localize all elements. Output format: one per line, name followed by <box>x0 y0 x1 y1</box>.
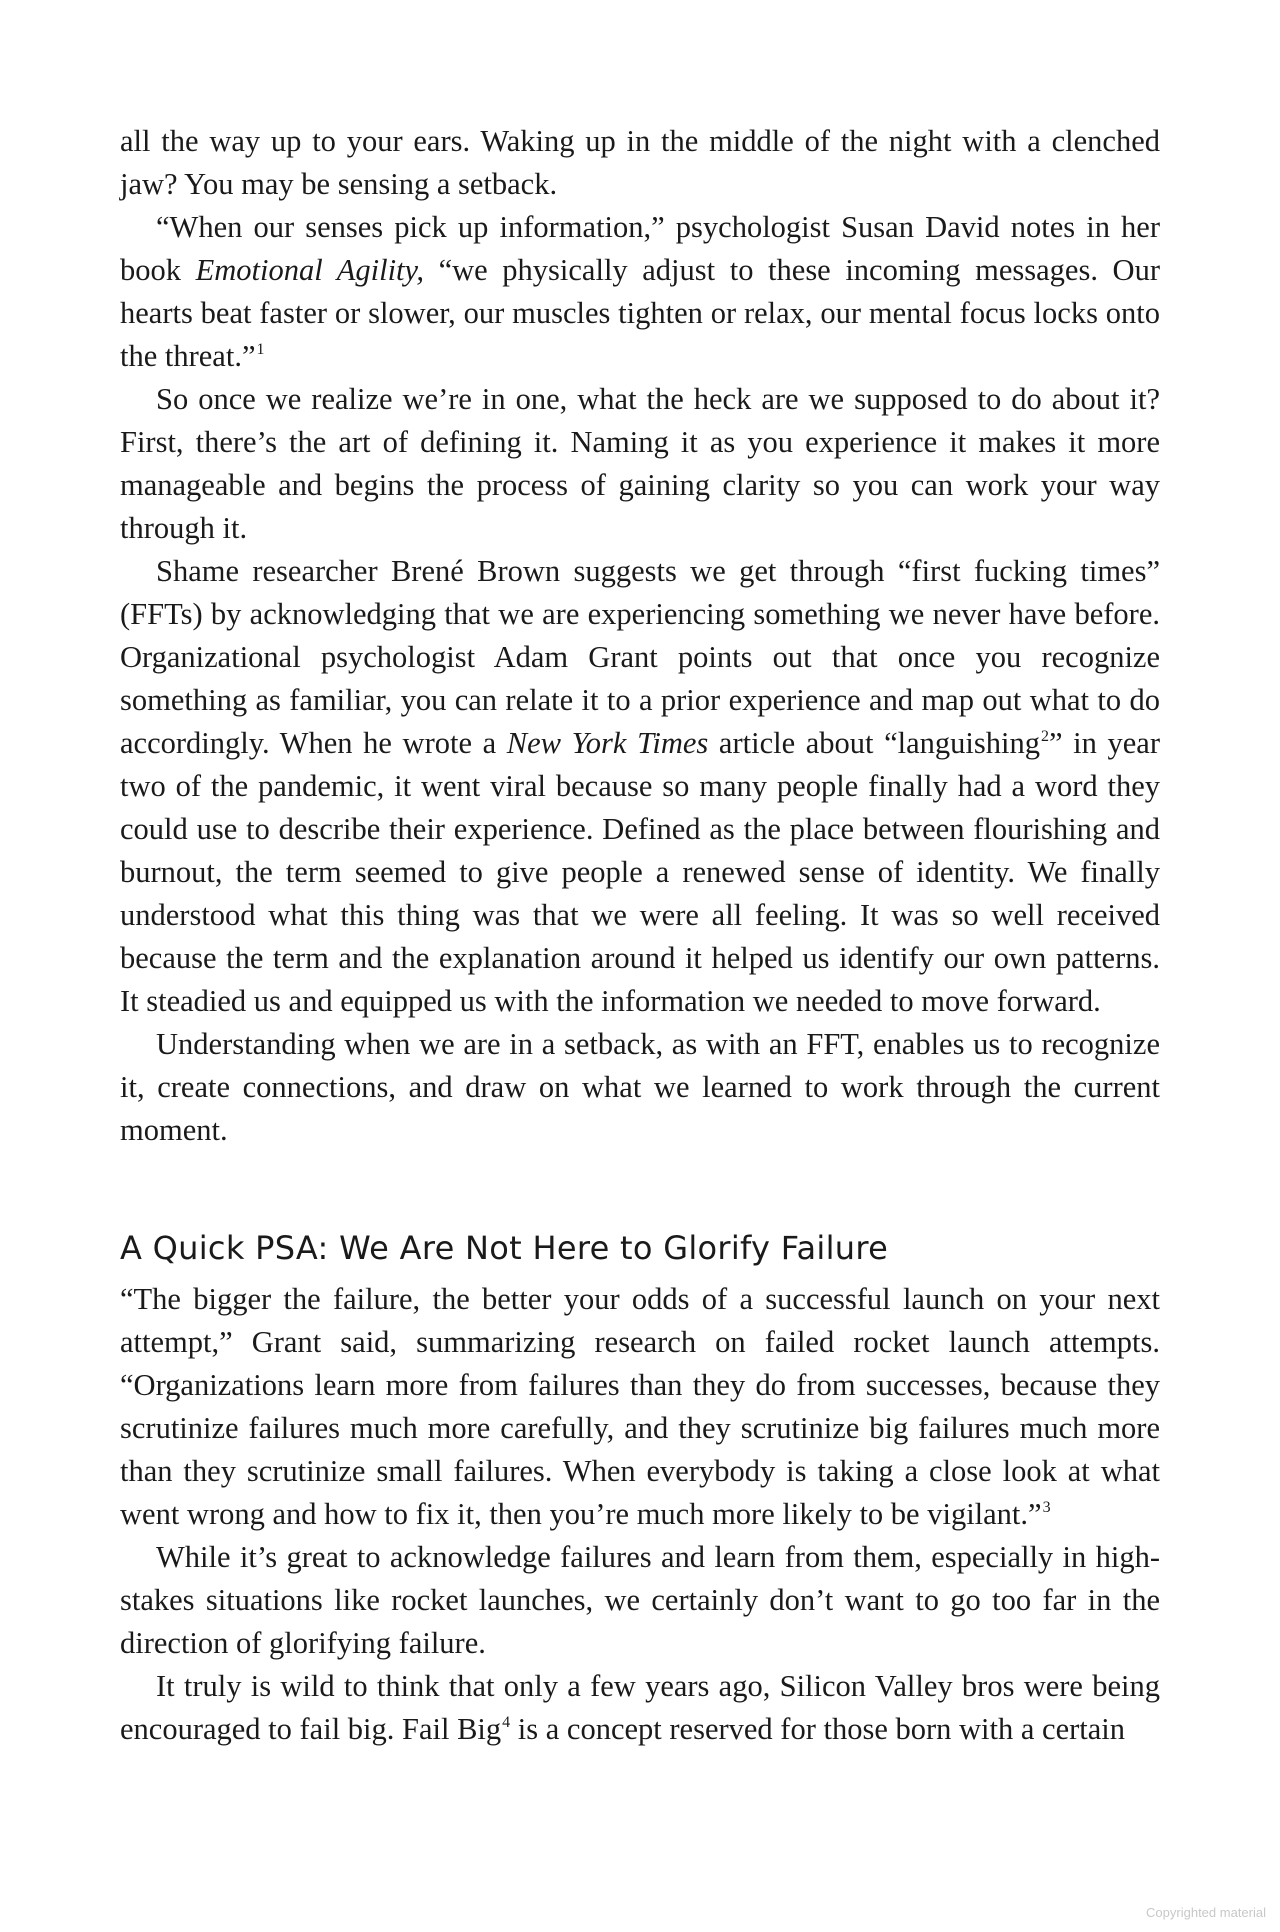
body-paragraph <box>120 550 1160 1023</box>
paragraph-text: “we physically adjust to these incoming messages. Our hearts beat faster or slower, our muscles tighten or relax, our mental focus locks onto the threat.” <box>120 253 1160 373</box>
paragraph-text: “When our senses pick up information,” psychologist Susan David notes in her book <box>120 210 1160 287</box>
copyright-watermark: Copyrighted material <box>1146 1905 1266 1920</box>
footnote-ref[interactable]: 3 <box>1042 1499 1051 1516</box>
paragraph-text: Shame researcher Brené Brown suggests we get through “first fucking times” (FFTs) by acknowledging that we are experiencing something we never have before. Organizational psychologist Adam Grant points out that once you recognize something as familiar, you can relate it to a prior experience and map out what to do accordingly. When he wrote a <box>120 554 1160 760</box>
body-paragraph: While it’s great to acknowledge failures and learn from them, especially in high-stakes situations like rocket launches, we certainly don’t want to go too far in the direction of glorifying failure. <box>120 1540 1160 1660</box>
body-paragraph <box>120 1278 1160 1536</box>
paragraph-text: article about “languishing <box>708 726 1040 760</box>
paragraph-text: ” in year two of the pandemic, it went viral because so many people finally had a word they could use to describe their experience. Defined as the place between flourishing and burnout, the term seemed to give people a renewed sense of identity. We finally understood what this thing was that we were all feeling. It was so well received because the term and the explanation around it helped us identify our own patterns. It steadied us and equipped us with the information we needed to move forward. <box>120 726 1160 1018</box>
footnote-ref[interactable]: 4 <box>502 1714 511 1731</box>
footnote-ref[interactable]: 2 <box>1041 728 1049 745</box>
section-heading: A Quick PSA: We Are Not Here to Glorify Failure <box>120 1229 889 1267</box>
book-title: Emotional Agility, <box>195 253 424 287</box>
page-body <box>120 120 1160 1751</box>
paragraph-text: “The bigger the failure, the better your odds of a successful launch on your next attempt,” Grant said, summarizing research on failed rocket launch attempts. “Organizations learn more from failures than they do from successes, because they scrutinize failures much more carefully, and they scrutinize big failures much more than they scrutinize small failures. When everybody is taking a close look at what went wrong and how to fix it, then you’re much more likely to be vigilant.” <box>120 1282 1160 1531</box>
publication-title: New York Times <box>506 726 709 760</box>
body-paragraph: Understanding when we are in a setback, as with an FFT, enables us to recognize it, create connections, and draw on what we learned to work through the current moment. <box>120 1027 1160 1147</box>
paragraph-text: It truly is wild to think that only a few years ago, Silicon Valley bros were being encouraged to fail big. Fail Big <box>120 1669 1160 1746</box>
body-paragraph: So once we realize we’re in one, what the heck are we supposed to do about it? First, there’s the art of defining it. Naming it as you experience it makes it more manageable and begins the process of gaining clarity so you can work your way through it. <box>120 382 1160 545</box>
footnote-ref[interactable]: 1 <box>256 341 265 358</box>
body-paragraph: all the way up to your ears. Waking up in the middle of the night with a clenched jaw? You may be sensing a setback. <box>120 124 1160 201</box>
body-paragraph <box>120 206 1160 378</box>
paragraph-text: is a concept reserved for those born with a certain <box>510 1712 1126 1746</box>
body-paragraph <box>120 1665 1160 1751</box>
